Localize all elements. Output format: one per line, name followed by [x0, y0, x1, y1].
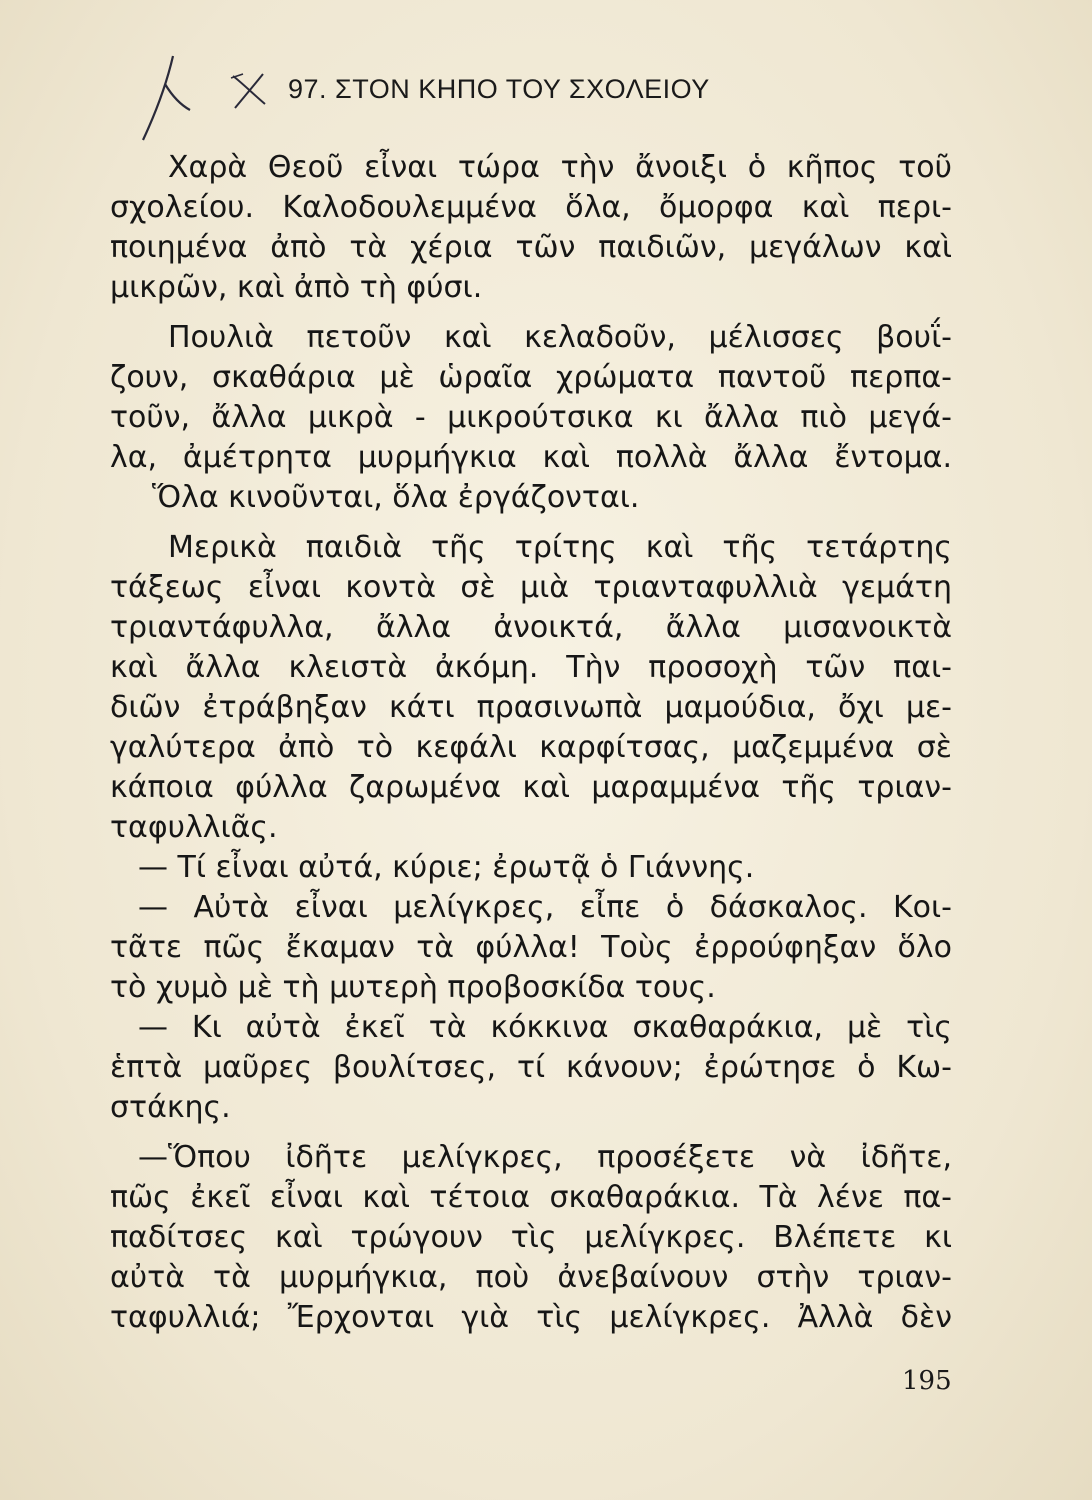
text-line: παδίτσες καὶ τρώγουν τὶς μελίγκρες. Βλέπετε κι: [110, 1220, 952, 1255]
text-line: μικρῶν, καὶ ἀπὸ τὴ φύσι.: [110, 270, 483, 305]
text-line: στάκης.: [110, 1090, 231, 1125]
text-line: καὶ ἄλλα κλειστὰ ἀκόμη. Τὴν προσοχὴ τῶν παι-: [110, 650, 952, 685]
text-line: ἑπτὰ μαῦρες βουλίτσες, τί κάνουν; ἐρώτησε ὁ Κω-: [110, 1050, 952, 1085]
handwritten-x-marks-icon: [135, 52, 285, 142]
body-text: [110, 148, 952, 1338]
text-line: λα, ἀμέτρητα μυρμήγκια καὶ πολλὰ ἄλλα ἔντομα.: [110, 440, 952, 475]
text-line: Ὅλα κινοῦνται, ὅλα ἐργάζονται.: [152, 480, 640, 515]
text-line: τριαντάφυλλα, ἄλλα ἀνοικτά, ἄλλα μισανοικτὰ: [110, 610, 952, 645]
text-line: σχολείου. Καλοδουλεμμένα ὅλα, ὄμορφα καὶ περι-: [110, 190, 952, 225]
text-line: τὸ χυμὸ μὲ τὴ μυτερὴ προβοσκίδα τους.: [110, 970, 716, 1005]
text-line: αὐτὰ τὰ μυρμήγκια, ποὺ ἀνεβαίνουν στὴν τριαν-: [110, 1260, 952, 1295]
text-line: Μερικὰ παιδιὰ τῆς τρίτης καὶ τῆς τετάρτης: [168, 530, 952, 565]
text-line: ταφυλλιά; Ἔρχονται γιὰ τὶς μελίγκρες. Ἀλλὰ δὲν: [110, 1300, 952, 1335]
text-line: διῶν ἐτράβηξαν κάτι πρασινωπὰ μαμούδια, ὄχι με-: [110, 690, 952, 725]
text-line: — Κι αὐτὰ ἐκεῖ τὰ κόκκινα σκαθαράκια, μὲ τὶς: [138, 1010, 952, 1045]
text-line: Χαρὰ Θεοῦ εἶναι τώρα τὴν ἄνοιξι ὁ κῆπος τοῦ: [168, 150, 952, 185]
text-line: πῶς ἐκεῖ εἶναι καὶ τέτοια σκαθαράκια. Τὰ λένε πα-: [110, 1180, 952, 1215]
text-line: ποιημένα ἀπὸ τὰ χέρια τῶν παιδιῶν, μεγάλων καὶ: [110, 230, 952, 265]
text-line: Πουλιὰ πετοῦν καὶ κελαδοῦν, μέλισσες βουΐ-: [168, 320, 952, 355]
text-line: ζουν, σκαθάρια μὲ ὡραῖα χρώματα παντοῦ περπα-: [110, 360, 952, 395]
text-line: γαλύτερα ἀπὸ τὸ κεφάλι καρφίτσας, μαζεμμένα σὲ: [110, 730, 952, 765]
page-number: 195: [902, 1366, 952, 1396]
text-line: κάποια φύλλα ζαρωμένα καὶ μαραμμένα τῆς τριαν-: [110, 770, 952, 805]
text-line: —Ὅπου ἰδῆτε μελίγκρες, προσέξετε νὰ ἰδῆτε,: [138, 1140, 952, 1175]
text-line: ταφυλλιᾶς.: [110, 810, 278, 845]
text-line: τᾶτε πῶς ἔκαμαν τὰ φύλλα! Τοὺς ἐρρούφηξαν ὅλο: [110, 930, 952, 965]
text-line: τάξεως εἶναι κοντὰ σὲ μιὰ τριανταφυλλιὰ γεμάτη: [110, 570, 952, 605]
text-line: τοῦν, ἄλλα μικρὰ - μικρούτσικα κι ἄλλα πιὸ μεγά-: [110, 400, 952, 435]
chapter-title: 97. ΣΤΟΝ ΚΗΠΟ ΤΟΥ ΣΧΟΛΕΙΟΥ: [288, 74, 710, 104]
text-line: — Αὐτὰ εἶναι μελίγκρες, εἶπε ὁ δάσκαλος. Κοι-: [138, 890, 952, 925]
text-line: — Τί εἶναι αὐτά, κύριε; ἐρωτᾷ ὁ Γιάννης.: [138, 850, 755, 885]
